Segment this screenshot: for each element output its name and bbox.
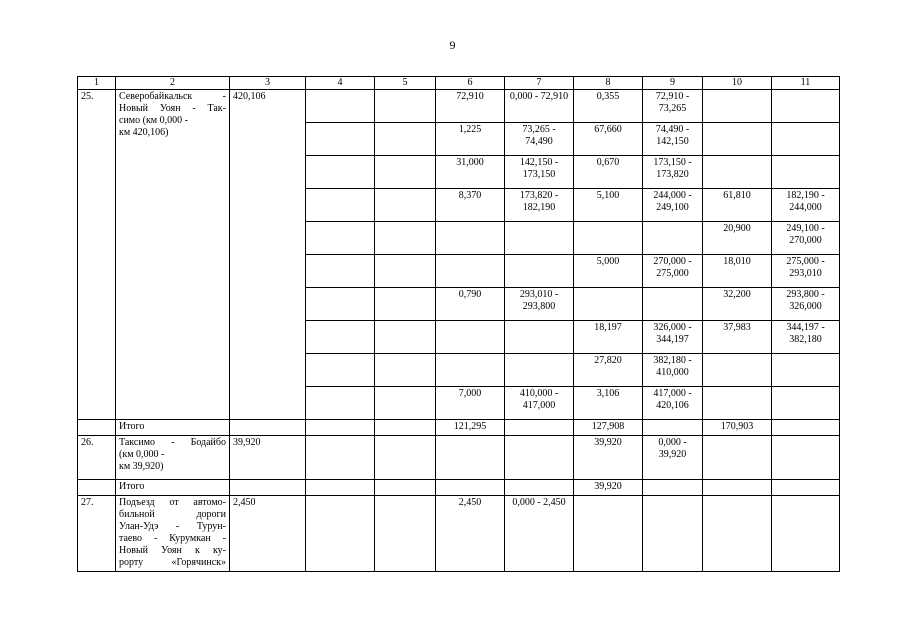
cell-col5 bbox=[375, 123, 436, 156]
road-name-line: рорту «Горячинск» bbox=[119, 557, 226, 568]
header-cell: 11 bbox=[772, 77, 840, 90]
header-cell: 8 bbox=[574, 77, 643, 90]
cell-col10: 32,200 bbox=[703, 288, 772, 321]
road-name-line: Новый Уоян - Так- bbox=[119, 103, 226, 114]
header-cell: 10 bbox=[703, 77, 772, 90]
road-name-line: Таксимо - Бодайбо bbox=[119, 437, 226, 448]
cell-col4 bbox=[306, 90, 375, 123]
cell-col11: 249,100 - 270,000 bbox=[772, 222, 840, 255]
cell-col7 bbox=[505, 420, 574, 436]
cell-col6 bbox=[436, 436, 505, 480]
header-cell: 5 bbox=[375, 77, 436, 90]
cell-col10 bbox=[703, 387, 772, 420]
cell-col4 bbox=[306, 436, 375, 480]
total-length: 2,450 bbox=[230, 496, 306, 572]
cell-col9: 173,150 - 173,820 bbox=[643, 156, 703, 189]
cell-col5 bbox=[375, 90, 436, 123]
total-label: Итого bbox=[116, 420, 230, 436]
cell-col4 bbox=[306, 189, 375, 222]
cell-col8: 27,820 bbox=[574, 354, 643, 387]
cell-col11 bbox=[772, 156, 840, 189]
cell-col4 bbox=[306, 496, 375, 572]
cell-col9: 382,180 - 410,000 bbox=[643, 354, 703, 387]
cell-col8 bbox=[574, 496, 643, 572]
cell-col7 bbox=[505, 255, 574, 288]
cell-col5 bbox=[375, 480, 436, 496]
cell-col9: 74,490 - 142,150 bbox=[643, 123, 703, 156]
total-col8: 39,920 bbox=[574, 480, 643, 496]
header-cell: 4 bbox=[306, 77, 375, 90]
cell-col10 bbox=[703, 354, 772, 387]
total-length: 39,920 bbox=[230, 436, 306, 480]
header-row bbox=[78, 77, 840, 90]
cell-col6: 72,910 bbox=[436, 90, 505, 123]
cell-col6: 0,790 bbox=[436, 288, 505, 321]
cell-col6 bbox=[436, 354, 505, 387]
cell-col11 bbox=[772, 480, 840, 496]
cell-col6: 7,000 bbox=[436, 387, 505, 420]
cell-col6: 1,225 bbox=[436, 123, 505, 156]
cell-col7 bbox=[505, 354, 574, 387]
cell-col5 bbox=[375, 222, 436, 255]
cell-col7: 73,265 - 74,490 bbox=[505, 123, 574, 156]
cell-col10: 18,010 bbox=[703, 255, 772, 288]
cell-col6: 31,000 bbox=[436, 156, 505, 189]
cell-col7: 410,000 - 417,000 bbox=[505, 387, 574, 420]
cell-col5 bbox=[375, 288, 436, 321]
header-cell: 3 bbox=[230, 77, 306, 90]
header-cell: 1 bbox=[78, 77, 116, 90]
cell-col7: 0,000 - 2,450 bbox=[505, 496, 574, 572]
cell-col3 bbox=[230, 480, 306, 496]
cell-col4 bbox=[306, 420, 375, 436]
total-col8: 127,908 bbox=[574, 420, 643, 436]
cell-col6 bbox=[436, 321, 505, 354]
cell-col5 bbox=[375, 189, 436, 222]
road-name bbox=[116, 90, 230, 420]
cell-col10: 20,900 bbox=[703, 222, 772, 255]
cell-col10 bbox=[703, 480, 772, 496]
cell-col11 bbox=[772, 420, 840, 436]
cell-col5 bbox=[375, 420, 436, 436]
cell-col8 bbox=[574, 222, 643, 255]
cell-col7 bbox=[505, 321, 574, 354]
cell-col4 bbox=[306, 321, 375, 354]
cell-col10 bbox=[703, 90, 772, 123]
cell-col4 bbox=[306, 156, 375, 189]
cell-col9 bbox=[643, 222, 703, 255]
cell-col5 bbox=[375, 255, 436, 288]
cell-col5 bbox=[375, 156, 436, 189]
cell-col9: 326,000 - 344,197 bbox=[643, 321, 703, 354]
cell-col9: 72,910 - 73,265 bbox=[643, 90, 703, 123]
road-name-line: таево - Курумкан - bbox=[119, 533, 226, 544]
cell-col4 bbox=[306, 480, 375, 496]
cell-col11: 344,197 - 382,180 bbox=[772, 321, 840, 354]
cell-col9: 417,000 - 420,106 bbox=[643, 387, 703, 420]
header-cell: 2 bbox=[116, 77, 230, 90]
cell-col11 bbox=[772, 90, 840, 123]
cell-col7: 0,000 - 72,910 bbox=[505, 90, 574, 123]
cell-col10 bbox=[703, 156, 772, 189]
cell-col1 bbox=[78, 480, 116, 496]
total-label: Итого bbox=[116, 480, 230, 496]
cell-col11 bbox=[772, 387, 840, 420]
cell-col4 bbox=[306, 354, 375, 387]
row-number: 25. bbox=[78, 90, 116, 420]
cell-col9 bbox=[643, 480, 703, 496]
total-col10: 170,903 bbox=[703, 420, 772, 436]
road-name-line: км 420,106) bbox=[119, 127, 169, 138]
cell-col9: 270,000 - 275,000 bbox=[643, 255, 703, 288]
road-name-line: Северобайкальск - bbox=[119, 91, 226, 102]
row-number: 27. bbox=[78, 496, 116, 572]
road-name-line: (км 0,000 - bbox=[119, 449, 165, 460]
header-cell: 6 bbox=[436, 77, 505, 90]
cell-col7 bbox=[505, 480, 574, 496]
cell-col10 bbox=[703, 496, 772, 572]
cell-col7: 173,820 - 182,190 bbox=[505, 189, 574, 222]
cell-col6 bbox=[436, 222, 505, 255]
cell-col5 bbox=[375, 321, 436, 354]
road-name-line: Улан-Удэ - Турун- bbox=[119, 521, 226, 532]
cell-col10 bbox=[703, 436, 772, 480]
table-row bbox=[78, 90, 840, 123]
road-name-line: км 39,920) bbox=[119, 461, 164, 472]
total-length: 420,106 bbox=[230, 90, 306, 420]
road-name bbox=[116, 496, 230, 572]
row-number: 26. bbox=[78, 436, 116, 480]
cell-col9 bbox=[643, 288, 703, 321]
cell-col4 bbox=[306, 387, 375, 420]
cell-col1 bbox=[78, 420, 116, 436]
total-row bbox=[78, 480, 840, 496]
cell-col9: 244,000 - 249,100 bbox=[643, 189, 703, 222]
header-cell: 9 bbox=[643, 77, 703, 90]
total-row bbox=[78, 420, 840, 436]
cell-col8 bbox=[574, 288, 643, 321]
cell-col8: 5,000 bbox=[574, 255, 643, 288]
road-name bbox=[116, 436, 230, 480]
cell-col8: 39,920 bbox=[574, 436, 643, 480]
road-name-line: бильной дороги bbox=[119, 509, 226, 520]
page-number: 9 bbox=[449, 38, 456, 52]
cell-col11: 182,190 - 244,000 bbox=[772, 189, 840, 222]
cell-col4 bbox=[306, 255, 375, 288]
cell-col7: 142,150 - 173,150 bbox=[505, 156, 574, 189]
road-name-line: Подъезд от автомо- bbox=[119, 497, 226, 508]
total-col6: 121,295 bbox=[436, 420, 505, 436]
cell-col8: 0,670 bbox=[574, 156, 643, 189]
cell-col4 bbox=[306, 222, 375, 255]
cell-col4 bbox=[306, 288, 375, 321]
cell-col7 bbox=[505, 436, 574, 480]
cell-col11 bbox=[772, 496, 840, 572]
cell-col8: 5,100 bbox=[574, 189, 643, 222]
road-name-line: Новый Уоян к ку- bbox=[119, 545, 226, 556]
road-table bbox=[77, 76, 840, 572]
cell-col5 bbox=[375, 496, 436, 572]
cell-col11 bbox=[772, 123, 840, 156]
table-row bbox=[78, 436, 840, 480]
header-cell: 7 bbox=[505, 77, 574, 90]
cell-col5 bbox=[375, 436, 436, 480]
cell-col4 bbox=[306, 123, 375, 156]
cell-col10: 37,983 bbox=[703, 321, 772, 354]
cell-col3 bbox=[230, 420, 306, 436]
cell-col5 bbox=[375, 387, 436, 420]
cell-col11: 275,000 - 293,010 bbox=[772, 255, 840, 288]
cell-col7 bbox=[505, 222, 574, 255]
cell-col9 bbox=[643, 420, 703, 436]
cell-col9: 0,000 - 39,920 bbox=[643, 436, 703, 480]
cell-col6 bbox=[436, 480, 505, 496]
cell-col8: 0,355 bbox=[574, 90, 643, 123]
cell-col6: 2,450 bbox=[436, 496, 505, 572]
cell-col11: 293,800 - 326,000 bbox=[772, 288, 840, 321]
cell-col6: 8,370 bbox=[436, 189, 505, 222]
cell-col8: 18,197 bbox=[574, 321, 643, 354]
cell-col6 bbox=[436, 255, 505, 288]
cell-col8: 3,106 bbox=[574, 387, 643, 420]
road-name-line: симо (км 0,000 - bbox=[119, 115, 188, 126]
cell-col9 bbox=[643, 496, 703, 572]
cell-col10 bbox=[703, 123, 772, 156]
table-row bbox=[78, 496, 840, 572]
cell-col10: 61,810 bbox=[703, 189, 772, 222]
cell-col11 bbox=[772, 354, 840, 387]
cell-col5 bbox=[375, 354, 436, 387]
cell-col8: 67,660 bbox=[574, 123, 643, 156]
cell-col7: 293,010 - 293,800 bbox=[505, 288, 574, 321]
cell-col11 bbox=[772, 436, 840, 480]
